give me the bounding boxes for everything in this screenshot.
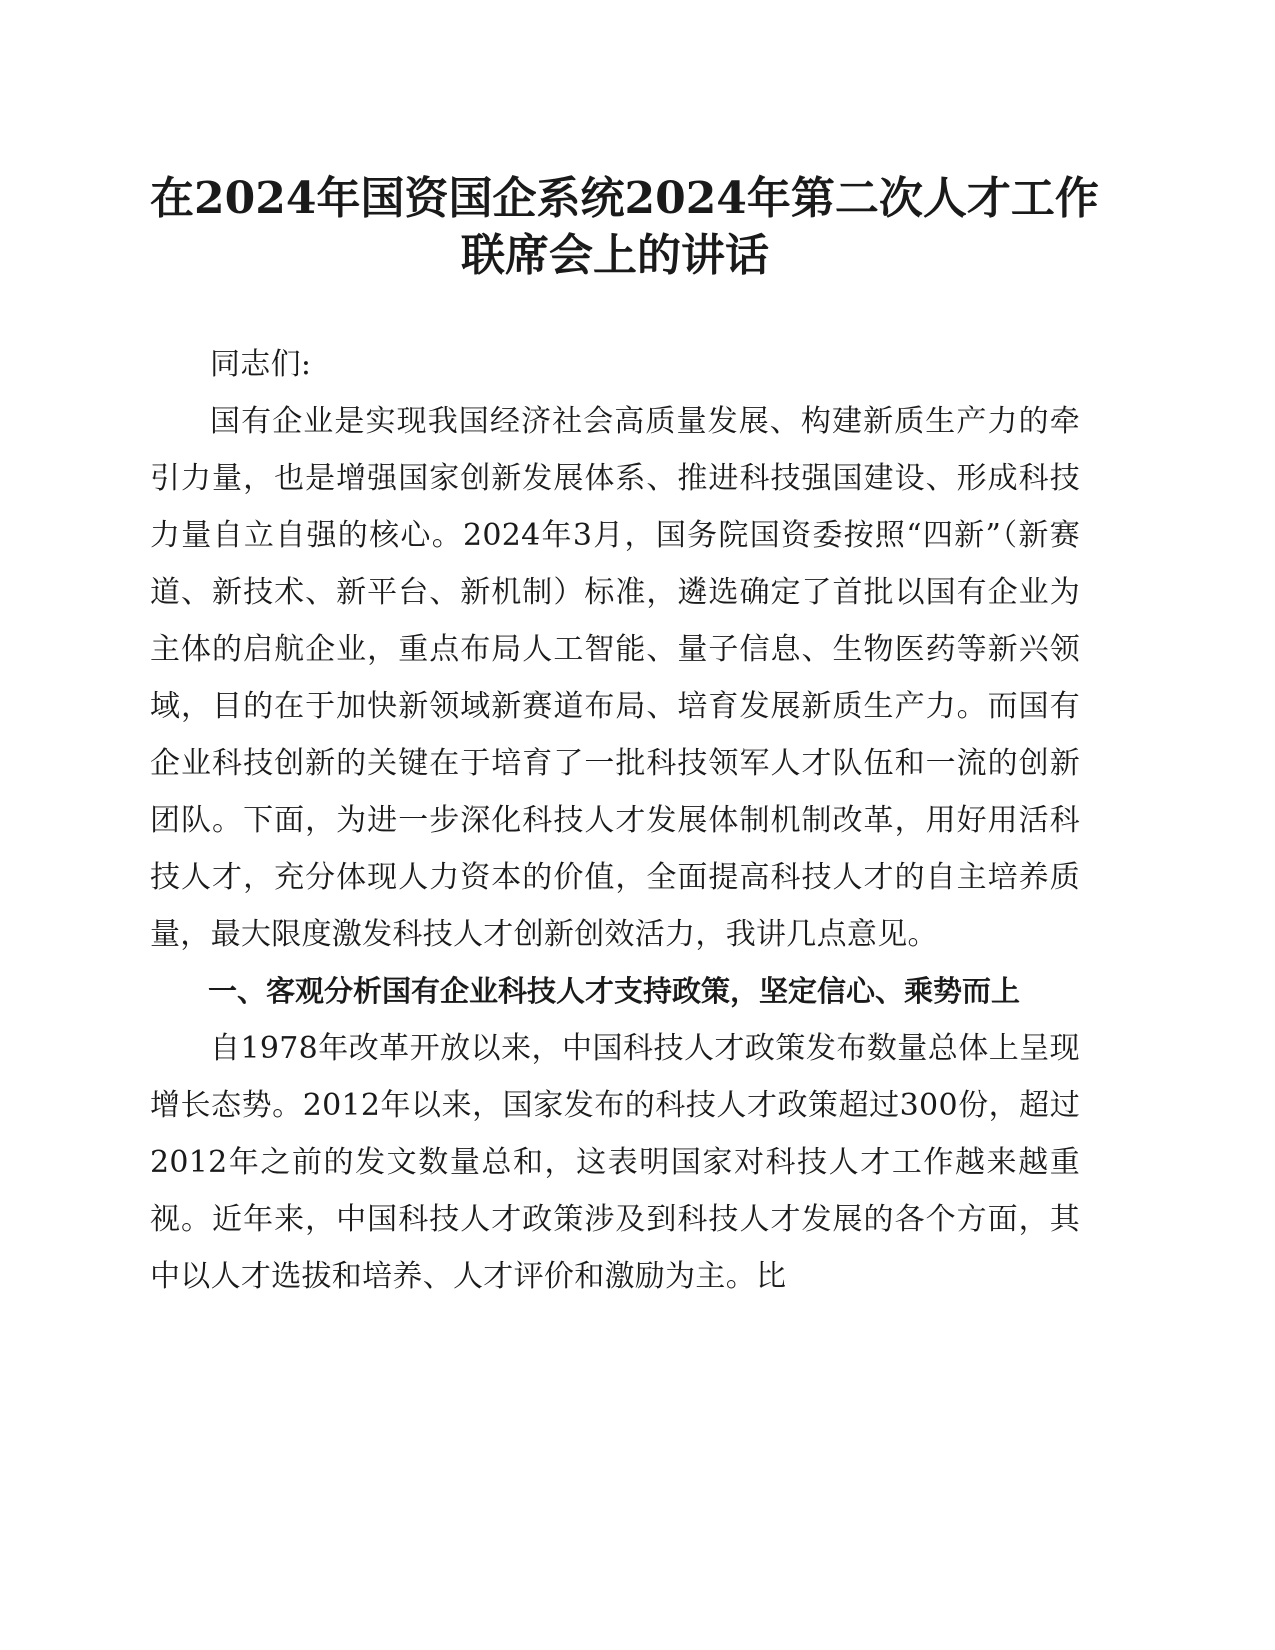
paragraph-intro: 国有企业是实现我国经济社会高质量发展、构建新质生产力的牵引力量，也是增强国家创新发展体系、推进科技强国建设、形成科技力量自立自强的核心。2024年3月，国务院国资委按照“四新”（新赛道、新技术、新平台、新机制）标准，遴选确定了首批以国有企业为主体的启航企业，重点布局人工智能、量子信息、生物医药等新兴领域，目的在于加快新领域新赛道布局、培育发展新质生产力。而国有企业科技创新的关键在于培育了一批科技领军人才队伍和一流的创新团队。下面，为进一步深化科技人才发展体制机制改革，用好用活科技人才，充分体现人力资本的价值，全面提高科技人才的自主培养质量，最大限度激发科技人才创新创效活力，我讲几点意见。 [150,404,1080,952]
document-title [150,170,1099,284]
title-line-2: 联席会上的讲话 [461,230,769,281]
document-page [150,170,1099,1305]
section-heading-1: 一、客观分析国有企业科技人才支持政策，坚定信心、乘势而上 [208,974,1021,1008]
title-line-1: 在2024年国资国企系统2024年第二次人才工作 [150,173,1099,224]
document-body [150,336,1080,1305]
greeting: 同志们: [210,347,312,382]
paragraph-policy: 自1978年改革开放以来，中国科技人才政策发布数量总体上呈现增长态势。2012年以来，国家发布的科技人才政策超过300份，超过2012年之前的发文数量总和，这表明国家对科技人才工作越来越重视。近年来，中国科技人才政策涉及到科技人才发展的各个方面，其中以人才选拔和培养、人才评价和激励为主。比 [150,1031,1080,1294]
